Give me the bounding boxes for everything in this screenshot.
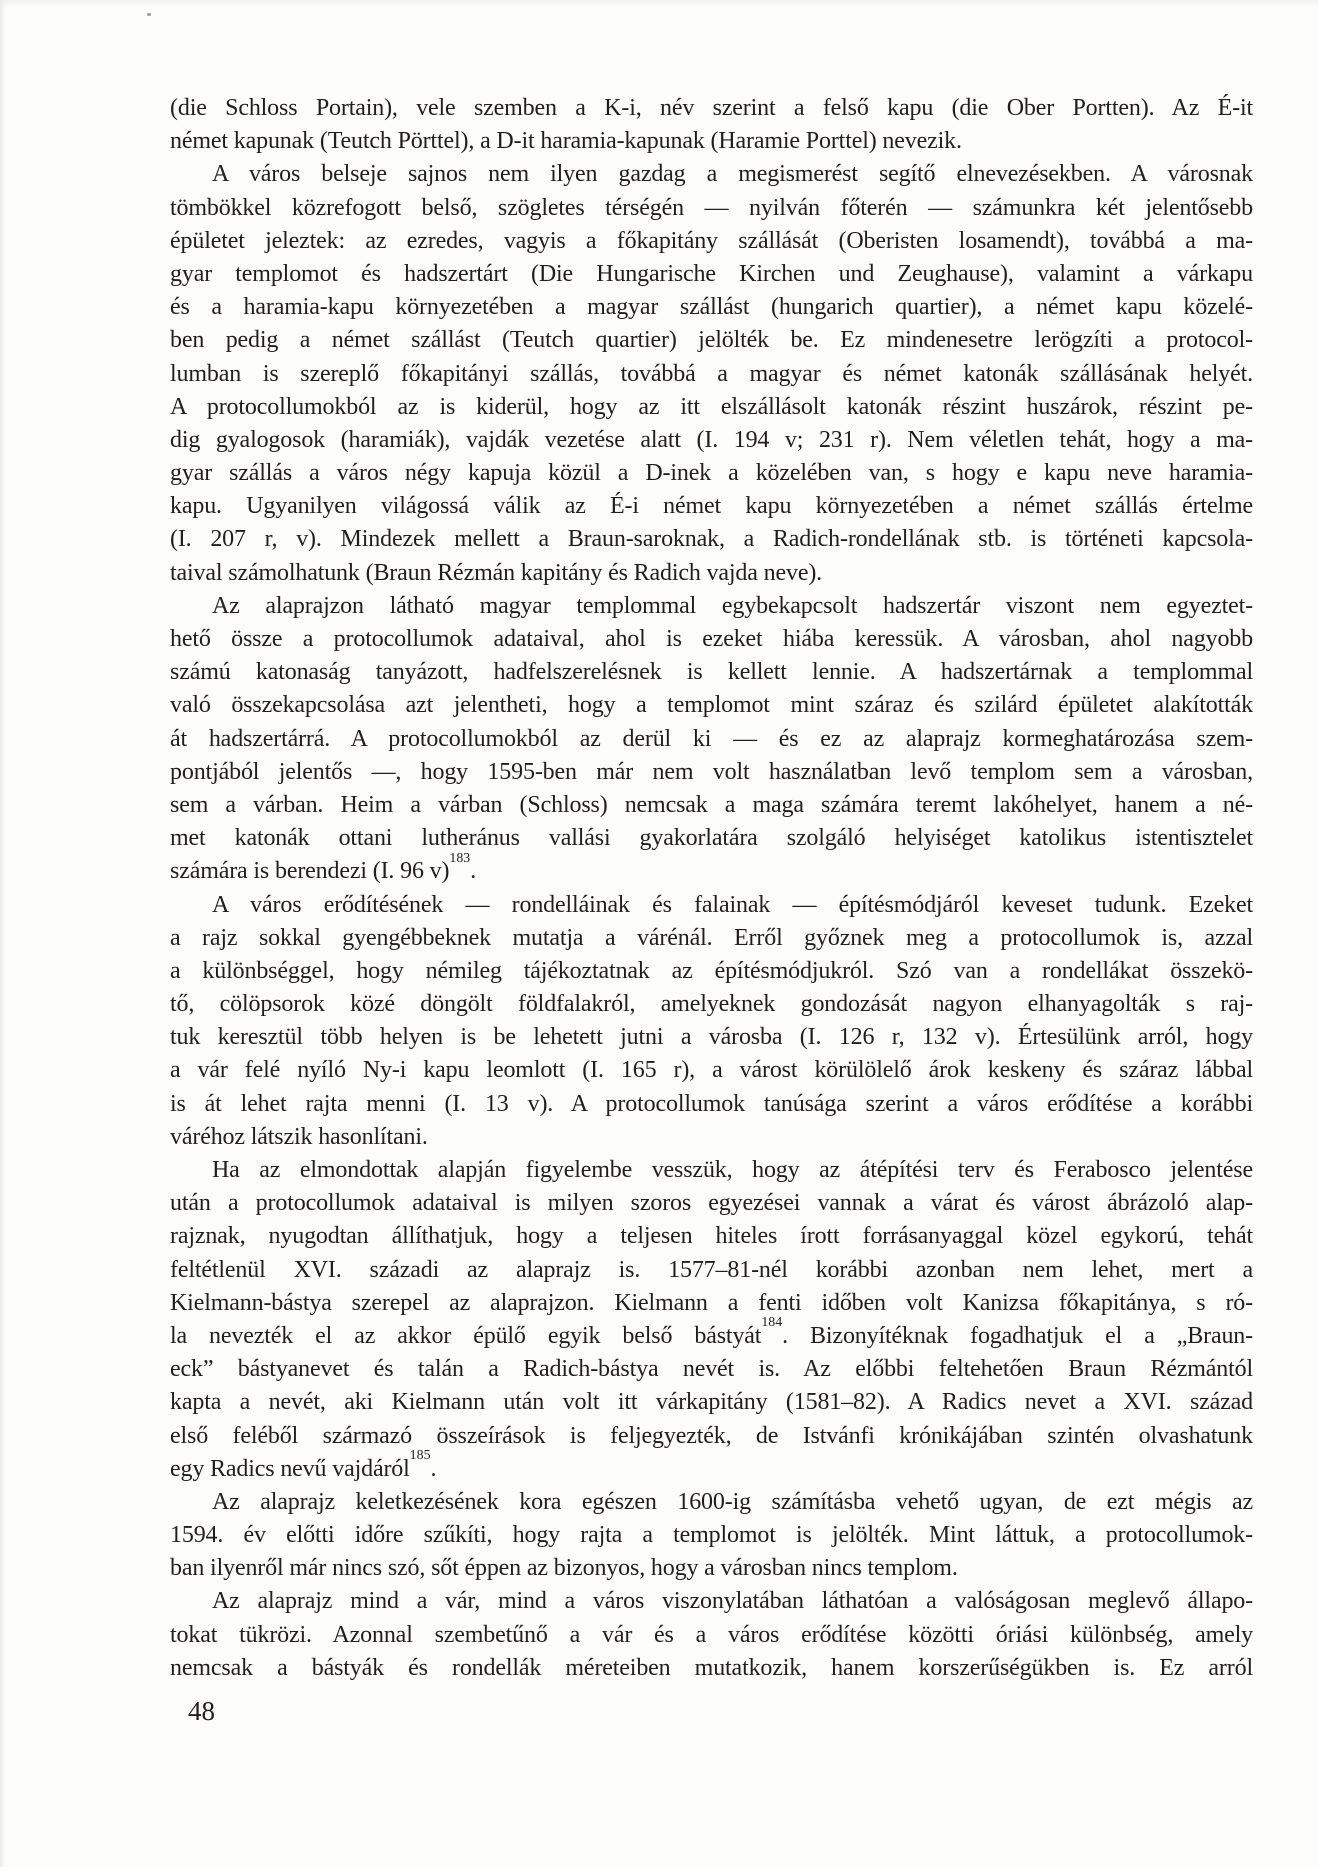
text-line: A protocollumokból az is kiderül, hogy az itt elszállásolt katonák részint huszárok, részint pe- — [170, 393, 1253, 420]
text-line: tő, cölöpsorok közé döngölt földfalakról, amelyeknek gondozását nagyon elhanyagolták s raj- — [170, 991, 1253, 1018]
text-line: ben pedig a német szállást (Teutch quartier) jelölték be. Ez mindenesetre lerögzíti a protocol- — [170, 327, 1253, 354]
footnote-ref: 185 — [409, 1448, 431, 1464]
text-line: eck” bástyanevet és talán a Radich-bástya nevét is. Az előbbi feltehetően Braun Rézmántól — [170, 1356, 1253, 1383]
text-line: Ha az elmondottak alapján figyelembe vesszük, hogy az átépítési terv és Ferabosco jelentése — [212, 1157, 1253, 1183]
text-line: a különbséggel, hogy némileg tájékoztatnak az építésmódjukról. Szó van a rondellákat összekö- — [170, 957, 1253, 984]
text-line: rajznak, nyugodtan állíthatjuk, hogy a teljesen hiteles írott forrásanyaggal közel egykorú, tehát — [170, 1223, 1253, 1250]
text-line: feltétlenül XVI. századi az alaprajz is. 1577–81-nél korábbi azonban nem lehet, mert a — [170, 1256, 1253, 1283]
paragraph — [170, 1486, 1253, 1586]
paragraph — [170, 158, 1253, 589]
paragraph — [170, 1154, 1253, 1486]
paragraph — [170, 92, 1253, 158]
text-line: kapta a nevét, aki Kielmann után volt itt várkapitány (1581–82). A Radics nevet a XVI. század — [170, 1389, 1253, 1416]
text-line: gyar templomot és hadszertárt (Die Hungarische Kirchen und Zeughause), valamint a várkapu — [170, 260, 1253, 287]
text-line: után a protocollumok adataival is milyen szoros egyezései vannak a várat és várost ábrázoló alap- — [170, 1190, 1253, 1217]
scan-speck — [147, 13, 151, 16]
body-text — [170, 92, 1253, 1685]
text-line: Az alaprajz mind a vár, mind a város viszonylatában láthatóan a valóságosan meglevő állapo- — [212, 1588, 1253, 1615]
text-line: (die Schloss Portain), vele szemben a K-i, név szerint a felső kapu (die Ober Portten). Az É-it — [170, 95, 1253, 121]
text-line: és a haramia-kapu környezetében a magyar szállást (hungarich quartier), a német kapu közelé- — [170, 294, 1253, 321]
text-line: Az alaprajz keletkezésének kora egészen 1600-ig számításba vehető ugyan, de ezt mégis az — [212, 1488, 1253, 1515]
text-line: dig gyalogosok (haramiák), vajdák vezetése alatt (I. 194 v; 231 r). Nem véletlen tehát, hogy a ma- — [170, 426, 1253, 453]
text-line: kapu. Ugyanilyen világossá válik az É-i német kapu környezetében a német szállás értelme — [170, 493, 1253, 520]
text-line: met katonák ottani lutheránus vallási gyakorlatára szolgáló helyiséget katolikus istentisztelet — [170, 825, 1253, 852]
scan-edge-left — [0, 0, 5, 1867]
footnote-ref: 184 — [761, 1315, 783, 1331]
text-line: váréhoz látszik hasonlítani. — [170, 1123, 428, 1150]
text-line: tömbökkel közrefogott belső, szögletes térségén — nyilván főterén — számunkra két jelentősebb — [170, 194, 1253, 221]
text-line: pontjából jelentős —, hogy 1595-ben már nem volt használatban levő templom sem a városban, — [170, 758, 1253, 785]
paragraph — [170, 1585, 1253, 1685]
text-line: tuk keresztül több helyen is be lehetett jutni a városba (I. 126 r, 132 v). Értesülünk arról, hogy — [170, 1024, 1253, 1051]
text-line: (I. 207 r, v). Mindezek mellett a Braun-saroknak, a Radich-rondellának stb. is történeti kapcsola- — [170, 526, 1253, 553]
text-line: hető össze a protocollumok adataival, ahol is ezeket hiába keressük. A városban, ahol nagyobb — [170, 626, 1253, 652]
text-line: sem a várban. Heim a várban (Schloss) nemcsak a maga számára teremt lakóhelyet, hanem a né- — [170, 791, 1253, 818]
text-line: is át lehet rajta menni (I. 13 v). A protocollumok tanúsága szerint a város erődítése a korábbi — [170, 1090, 1253, 1117]
paragraph — [170, 889, 1253, 1155]
text-line: első feléből származó összeírások is feljegyezték, de Istvánfi krónikájában szintén olvashatunk — [170, 1422, 1253, 1449]
text-line: 1594. év előtti időre szűkíti, hogy rajta a templomot is jelölték. Mint láttuk, a protocollumok- — [170, 1522, 1253, 1549]
text-line: tokat tükrözi. Azonnal szembetűnő a vár és a város erődítése közötti óriási különbség, amely — [170, 1621, 1253, 1648]
text-line: Kielmann-bástya szerepel az alaprajzon. Kielmann a fenti időben volt Kanizsa főkapitánya, s ró- — [170, 1289, 1253, 1316]
scan-edge-top — [0, 0, 1318, 8]
text-line: át hadszertárrá. A protocollumokból az derül ki — és ez az alaprajz kormeghatározása szem- — [170, 725, 1253, 752]
text-line: számú katonaság tanyázott, hadfelszerelésnek is kellett lennie. A hadszertárnak a templommal — [170, 659, 1253, 686]
text-line: A város belseje sajnos nem ilyen gazdag a megismerést segítő elnevezésekben. A városnak — [212, 161, 1253, 188]
paragraph — [170, 590, 1253, 889]
page-number: 48 — [188, 1696, 215, 1726]
text-line: Az alaprajzon látható magyar templommal egybekapcsolt hadszertár viszont nem egyeztet- — [212, 592, 1253, 619]
text-line: nemcsak a bástyák és rondellák méreteiben mutatkozik, hanem korszerűségükben is. Ez arról — [170, 1654, 1253, 1681]
text-line: taival számolhatunk (Braun Rézmán kapitány és Radich vajda neve). — [170, 559, 823, 586]
text-line: számára is berendezi (I. 96 v)$^{183}$. — [170, 850, 477, 885]
text-line: a vár felé nyíló Ny-i kapu leomlott (I. 165 r), a várost körülölelő árok keskeny és száraz lábbal — [170, 1057, 1253, 1084]
footnote-ref: 183 — [449, 850, 471, 866]
text-line: lumban is szereplő főkapitányi szállás, továbbá a magyar és német katonák szállásának helyét. — [170, 360, 1253, 387]
text-line: a rajz sokkal gyengébbeknek mutatja a várénál. Erről győznek meg a protocollumok is, azzal — [170, 924, 1253, 951]
text-line: épületet jeleztek: az ezredes, vagyis a főkapitány szállását (Oberisten losamendt), továbbá a ma- — [170, 227, 1253, 254]
text-line: A város erődítésének — rondelláinak és falainak — építésmódjáról keveset tudunk. Ezeket — [212, 891, 1253, 918]
text-line: német kapunak (Teutch Pörttel), a D-it haramia-kapunak (Haramie Porttel) nevezik. — [170, 128, 962, 155]
text-line: egy Radics nevű vajdáról$^{185}$. — [170, 1448, 437, 1482]
text-line: ban ilyenről már nincs szó, sőt éppen az bizonyos, hogy a városban nincs templom. — [170, 1555, 958, 1582]
text-line: való összekapcsolása azt jelentheti, hogy a templomot mint száraz és szilárd épületet alakították — [170, 692, 1253, 719]
text-line: gyar szállás a város négy kapuja közül a D-inek a közelében van, s hogy e kapu neve haramia- — [170, 460, 1253, 487]
text-line: la nevezték el az akkor épülő egyik belső bástyát$^{184}$. Bizonyítéknak fogadhatjuk el a „Braun- — [170, 1315, 1253, 1349]
